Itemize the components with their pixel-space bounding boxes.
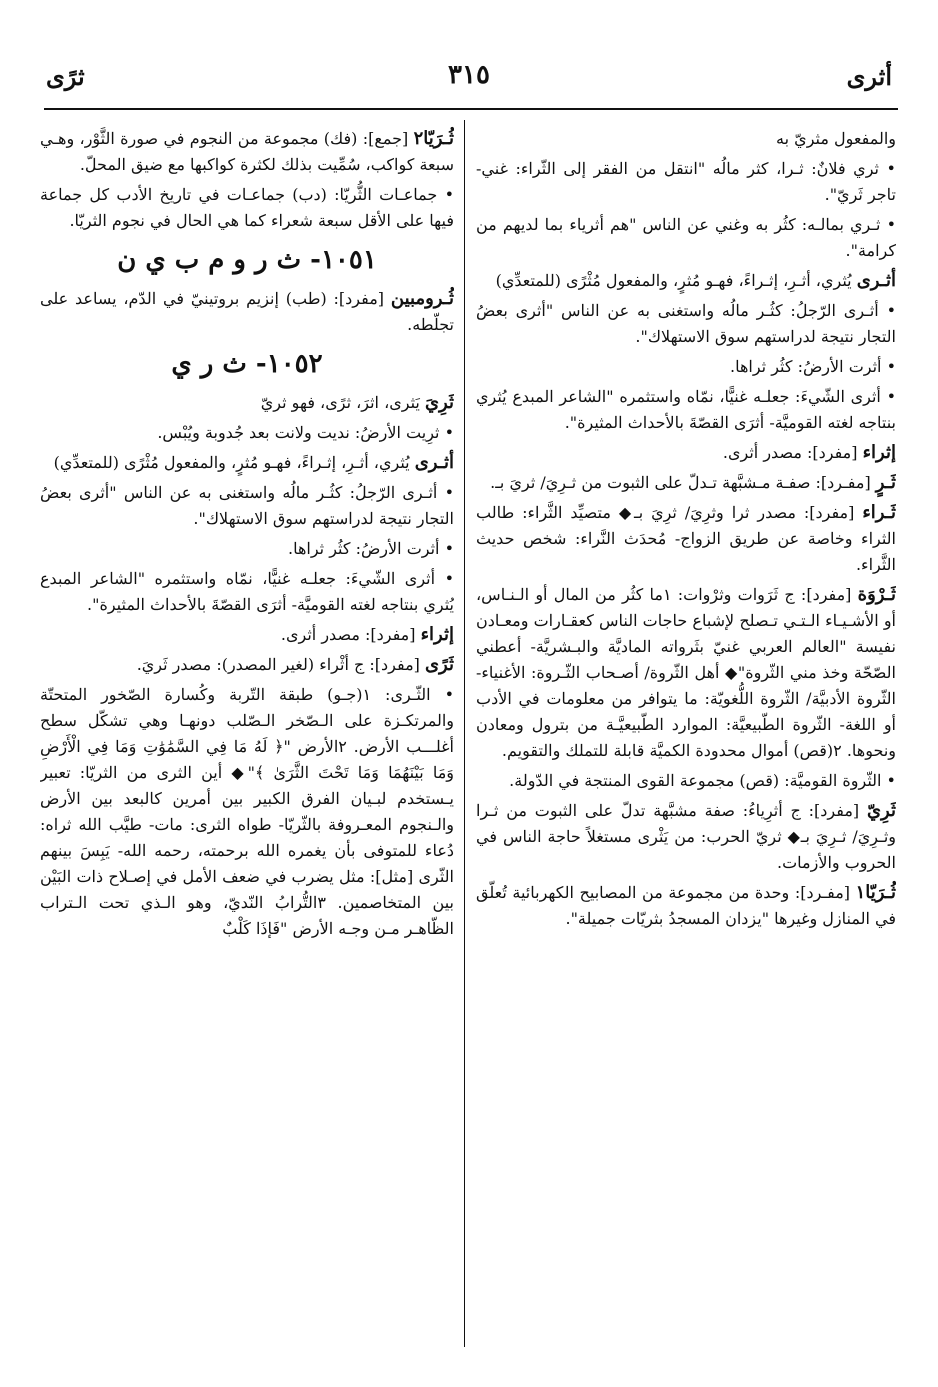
entry-definition: • أثـرى الرّجلُ: كثُـر مالُه واستغنى به عن الناس "أثرى بعضُ التجار نتيجة لدراستهم سوق الاستهلاك".: [40, 483, 454, 528]
entry-definition: • الثّـرى: ١(جـو) طبقة التّربة وكُسارة الصّخور المتحتّة والمرتكـزة على الـصّخر الـصّلب دونهـا وهي تشكّل سطح أغلـــب الأرض. ٢الأرض "﴿ لَهُ مَا فِي السَّمَٰوَٰتِ وَمَا فِي الْأَرْضِ وَمَا بَيْنَهُمَا وَمَا تَحْتَ الثَّرَىٰ ﴾"◆ أين الثرى من الثريّا: تعبير يـستخدم لبـيان الفرق الكبير بين أمرين كالبعد بين الأرض والـنجوم المعـروفة بالثّريّا- طواه الثرى: مات- طيَّب الله ثراه: دُعاء للمتوفى بأن يغمره الله برحمته، رحمه الله- يَبِسَ بينهم الثّرى [مثل]: مثل يضرب في ضعف الأمل في إصـلاح ذات البَيْن بين المتخاصمين. ٣التُّرابُ النّديّ، وهو الـذي تحت الـتراب الظّاهـر مـن وجـه الأرض "فَإذَا كَلْبٌ: [40, 685, 454, 938]
entry-headword: إثراء: [420, 624, 454, 645]
entry-definition: [مفـرد]: صفـة مـشبَّهة تـدلّ على الثبوت من ثـرِيَ/ ثريَ بـ.: [490, 473, 871, 492]
entry-headword: ثُـرَيّا٢: [413, 128, 454, 149]
entry-headword: أثـرى: [414, 452, 454, 473]
dictionary-entry: [476, 212, 896, 264]
entry-headword: ثَرًى: [424, 654, 454, 675]
dictionary-entry: [40, 126, 454, 178]
dictionary-entry: [40, 536, 454, 562]
dictionary-entry: [476, 582, 896, 764]
entry-definition: • الثّروة القوميَّة: (قص) مجموعة القوى المنتجة في الدّولة.: [509, 771, 896, 790]
right-column: [476, 126, 896, 1354]
dictionary-entry: [40, 390, 454, 416]
entry-headword: ثَـرٍ: [875, 472, 896, 493]
entry-headword: ثَرِيَ: [424, 392, 454, 413]
entry-headword: إثراء: [862, 442, 896, 463]
entry-definition: • ثرِيت الأرضُ: نديت ولانت بعد جُدوبة ويُبْس.: [157, 423, 454, 442]
entry-headword: ثَـراء: [862, 502, 896, 523]
dictionary-entry: [476, 268, 896, 294]
dictionary-entry: [40, 682, 454, 942]
left-column: [40, 126, 454, 1354]
dictionary-entry: [40, 652, 454, 678]
column-divider: [464, 120, 465, 1347]
dictionary-entry: [476, 384, 896, 436]
entry-definition: • أثرى الشّيءَ: جعلـه غنيًّا، نمّاه واستثمره "الشاعر المبدع يُثري بنتاجه لغته القوميَّة- أثرَى القصّةَ بالأحداث المثيرة".: [476, 387, 896, 432]
dictionary-entry: [476, 354, 896, 380]
root-group-title: ١٠٥١- ث ر و م ب ي ن: [117, 245, 377, 275]
dictionary-entry: [40, 566, 454, 618]
dictionary-entry: [476, 768, 896, 794]
entry-definition: [مفـرد]: وحدة من مجموعة من المصابيح الكهربائية تُعلّق في المنازل وغيرها "يزدان المسجدُ بثريّات جميلة".: [476, 883, 896, 928]
entry-definition: يُثري، أثـرِ، إثـراءً، فهـو مُثرٍ، والمفعول مُثْرًى (للمتعدِّي): [495, 271, 852, 290]
entry-definition: [مفرد]: مصدر أثرى.: [280, 625, 416, 644]
dictionary-entry: [476, 880, 896, 932]
entry-definition: • ثـري بمالـه: كثُر به وغني عن الناس "هم أثرياء بما لديهم من كرامة".: [476, 215, 896, 260]
entry-definition: • ثري فلانٌ: ثـرا، كثر مالُه "انتقل من الفقر إلى الثّراء: غني- تاجر ثَريّ".: [476, 159, 896, 204]
entry-definition: [جمع]: (فك) مجموعة من النجوم في صورة الثَّوْر، وهـي سبعة كواكب، سُمِّيت بذلك لكثرة كواكبها مع ضيق المحلّ.: [40, 129, 454, 174]
entry-definition: [مفرد]: مصدر ثرا وثرِيَ/ ثرِيَ بـ◆ متصيِّد الثَّراء: طالب الثراء وخاصة عن طريق الزواج- مُحدَث النَّراء: شخص حديث الثَّراء.: [476, 503, 896, 574]
entry-definition: يَثرى، اثرَ، ثرًى، فهو ثريّ: [260, 393, 420, 412]
entry-definition: يُثري، أثـرِ، إثـراءً، فهـو مُثرٍ، والمفعول مُثْرًى (للمتعدِّي): [53, 453, 410, 472]
page-header: [40, 52, 898, 102]
entry-definition: • أثرى الشّيءَ: جعلـه غنيًّا، نمّاه واستثمره "الشاعر المبدع يُثري بنتاجه لغته القوميَّة- أثرَى القصّةَ بالأحداث المثيرة".: [40, 569, 454, 614]
entry-definition: [مفرد]: ج أثْراء (لغير المصدر): مصدر ثَريَ.: [136, 655, 420, 674]
dictionary-entry: [40, 420, 454, 446]
dictionary-entry: [40, 622, 454, 648]
dictionary-entry: [40, 182, 454, 234]
header-left-keyword: ثرًى: [46, 62, 85, 91]
dictionary-entry: [476, 798, 896, 876]
entry-definition: [مفرد]: ج أثرِياءُ: صفة مشبَّهة تدلّ على الثبوت من ثـرا وثـرِيَ/ ثـرِيَ بـ◆ ثريّ الحرب: من يَثْرى مستغلاً حاجة الناس في الحروب والأزمات.: [476, 801, 896, 872]
entry-definition: • أثرت الأرضُ: كثُر ثراها.: [288, 539, 454, 558]
dictionary-entry: [476, 500, 896, 578]
header-right-keyword: أثرى: [846, 62, 892, 91]
entry-definition: والمفعول مثريّ به: [776, 129, 896, 148]
entry-headword: ثُـرَيّا١: [855, 882, 896, 903]
dictionary-entry: [40, 480, 454, 532]
entry-headword: ثَرِيّ: [866, 800, 896, 821]
dictionary-entry: [40, 286, 454, 338]
header-rule: [44, 108, 898, 110]
dictionary-entry: [476, 440, 896, 466]
entry-definition: • جماعـات الثُّريّا: (دب) جماعـات في تاريخ الأدب كل جماعة فيها على الأقل سبعة شعراء كما هي الحال في نجوم الثريّا.: [40, 185, 454, 230]
entry-definition: [مفرد]: ج ثَرَوات وثرْوات: ١ما كثُر من المال أو الـنـاس، أو الأشـيـاء الـتـي تـصلح لإشباع حاجات الناس كعقـارات ومعـادن نفيسة "العالم العربي غنيّ بثَرواته الماديَّة والبـشريَّة- أعطني الصّحّة وخذ مني الثّروة"◆ أهل الثّروة/ أصـحاب الثّـروة: الأغنياء- الثّروة الأدبيَّة/ الثّروة اللُّغويّة: ما يتوافر من معلومات في الأدب أو اللغة- الثّروة الطّبيعيَّة: الموارد الطّبيعيَّـة من بترول ومعادن ونحوها. ٢(قص) أموال محدودة الكميَّة قابلة للتملك والتقويم.: [476, 585, 896, 760]
page-number: ٣١٥: [448, 60, 490, 90]
dictionary-entry: [476, 470, 896, 496]
dictionary-entry: [476, 298, 896, 350]
entry-definition: • أثرت الأرضُ: كثُر ثراها.: [730, 357, 896, 376]
entry-definition: • أثـرى الرّجلُ: كثُـر مالُه واستغنى به عن الناس "أثرى بعضُ التجار نتيجة لدراستهم سوق الاستهلاك".: [476, 301, 896, 346]
dictionary-entry: [476, 126, 896, 152]
entry-definition: [مفرد]: مصدر أثرى.: [722, 443, 858, 462]
entry-headword: أثـرى: [856, 270, 896, 291]
dictionary-entry: [476, 156, 896, 208]
entry-headword: ثُـرومبين: [390, 288, 454, 309]
dictionary-entry: [40, 450, 454, 476]
entry-headword: ثَـرْوَة: [857, 584, 896, 605]
root-group-title: ١٠٥٢- ث ر ي: [171, 349, 323, 379]
entry-definition: [مفرد]: (طب) إنزيم بروتينيّ في الدّم، يساعد على تجلّطه.: [40, 289, 454, 334]
